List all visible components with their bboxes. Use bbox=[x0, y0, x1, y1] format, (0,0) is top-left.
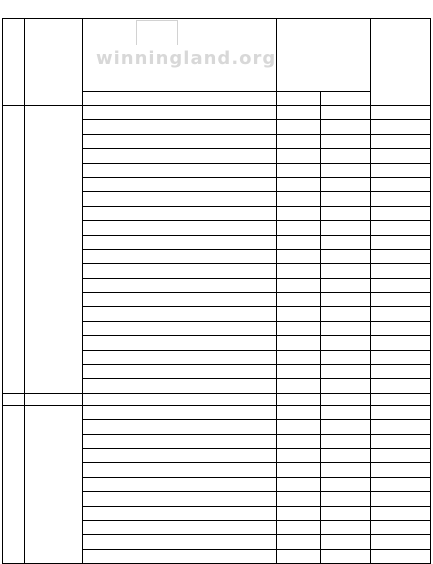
rate-b-value bbox=[321, 463, 371, 477]
rate-b-value bbox=[321, 448, 371, 462]
remark-value bbox=[371, 420, 431, 434]
rate-a-value bbox=[277, 549, 321, 563]
rate-a-value bbox=[277, 192, 321, 206]
group-heading bbox=[83, 106, 277, 120]
empty-cell bbox=[321, 393, 371, 405]
empty-cell bbox=[277, 405, 321, 419]
group-heading bbox=[83, 405, 277, 419]
rate-a-value bbox=[277, 448, 321, 462]
rate-b-value bbox=[321, 134, 371, 148]
col-remark-header bbox=[371, 19, 431, 106]
remark-value bbox=[371, 293, 431, 307]
remark-value bbox=[371, 477, 431, 491]
section-number bbox=[3, 405, 25, 563]
group-heading bbox=[83, 350, 277, 364]
empty-cell bbox=[321, 264, 371, 278]
rate-b-value bbox=[321, 192, 371, 206]
empty-cell bbox=[277, 535, 321, 549]
rate-a-value bbox=[277, 434, 321, 448]
street-name bbox=[83, 221, 277, 235]
empty-cell bbox=[371, 535, 431, 549]
rate-a-value bbox=[277, 235, 321, 249]
street-name bbox=[83, 120, 277, 134]
section-township bbox=[25, 405, 83, 563]
rate-b-value bbox=[321, 379, 371, 393]
group-heading-row bbox=[3, 405, 431, 419]
empty-cell bbox=[277, 106, 321, 120]
rate-b-value bbox=[321, 492, 371, 506]
group-heading bbox=[83, 535, 277, 549]
street-name bbox=[83, 206, 277, 220]
remark-value bbox=[371, 549, 431, 563]
street-name bbox=[83, 506, 277, 520]
street-name bbox=[83, 420, 277, 434]
street-name bbox=[83, 149, 277, 163]
remark-value bbox=[371, 120, 431, 134]
rate-a-value bbox=[277, 249, 321, 263]
remark-value bbox=[371, 163, 431, 177]
col-street-header bbox=[83, 19, 277, 92]
col-township-header bbox=[25, 19, 83, 106]
remark-value bbox=[371, 463, 431, 477]
group-heading-row bbox=[3, 106, 431, 120]
remark-value bbox=[371, 336, 431, 350]
rate-a-value bbox=[277, 293, 321, 307]
rate-a-value bbox=[277, 163, 321, 177]
empty-cell bbox=[371, 393, 431, 405]
empty-cell bbox=[321, 350, 371, 364]
rate-a-value bbox=[277, 149, 321, 163]
rate-b-value bbox=[321, 278, 371, 292]
empty-cell bbox=[25, 393, 83, 405]
rate-b-value bbox=[321, 249, 371, 263]
remark-value bbox=[371, 321, 431, 335]
rate-a-value bbox=[277, 336, 321, 350]
empty-cell bbox=[3, 393, 25, 405]
street-name bbox=[83, 448, 277, 462]
street-name bbox=[83, 492, 277, 506]
rate-b-value bbox=[321, 149, 371, 163]
rate-b-value bbox=[321, 365, 371, 379]
remark-value bbox=[371, 448, 431, 462]
section-spacer-row bbox=[3, 393, 431, 405]
street-name bbox=[83, 307, 277, 321]
title-line bbox=[4, 2, 429, 16]
rate-b-value bbox=[321, 235, 371, 249]
empty-cell bbox=[321, 106, 371, 120]
remark-value bbox=[371, 221, 431, 235]
remark-value bbox=[371, 177, 431, 191]
rate-b-value bbox=[321, 163, 371, 177]
empty-cell bbox=[321, 405, 371, 419]
street-name bbox=[83, 293, 277, 307]
rate-a-value bbox=[277, 120, 321, 134]
street-name bbox=[83, 520, 277, 534]
col-no-header bbox=[3, 19, 25, 106]
street-name bbox=[83, 235, 277, 249]
remark-value bbox=[371, 492, 431, 506]
remark-value bbox=[371, 278, 431, 292]
street-name bbox=[83, 192, 277, 206]
rate-a-value bbox=[277, 221, 321, 235]
empty-cell bbox=[371, 350, 431, 364]
empty-cell bbox=[83, 393, 277, 405]
street-name bbox=[83, 549, 277, 563]
street-name bbox=[83, 477, 277, 491]
remark-value bbox=[371, 192, 431, 206]
rate-b-value bbox=[321, 420, 371, 434]
rate-a-value bbox=[277, 420, 321, 434]
rate-b-value bbox=[321, 120, 371, 134]
street-name bbox=[83, 463, 277, 477]
street-name bbox=[83, 365, 277, 379]
rate-a-value bbox=[277, 321, 321, 335]
street-name bbox=[83, 177, 277, 191]
empty-cell bbox=[371, 264, 431, 278]
section-number bbox=[3, 106, 25, 394]
remark-value bbox=[371, 365, 431, 379]
empty-cell bbox=[371, 405, 431, 419]
rate-a-value bbox=[277, 379, 321, 393]
remark-value bbox=[371, 235, 431, 249]
street-name bbox=[83, 249, 277, 263]
table-body bbox=[3, 106, 431, 564]
rate-b-value bbox=[321, 206, 371, 220]
rate-b-value bbox=[321, 434, 371, 448]
rate-b-value bbox=[321, 177, 371, 191]
remark-value bbox=[371, 149, 431, 163]
rate-b-value bbox=[321, 336, 371, 350]
rate-b-value bbox=[321, 293, 371, 307]
street-name bbox=[83, 434, 277, 448]
empty-cell bbox=[321, 535, 371, 549]
empty-cell bbox=[277, 393, 321, 405]
rate-b-value bbox=[321, 307, 371, 321]
remark-value bbox=[371, 249, 431, 263]
remark-value bbox=[371, 379, 431, 393]
col-rate-b-header bbox=[321, 92, 371, 106]
col-unit-header bbox=[83, 92, 277, 106]
rate-a-value bbox=[277, 134, 321, 148]
remark-value bbox=[371, 206, 431, 220]
col-rate-a-header bbox=[277, 92, 321, 106]
empty-cell bbox=[277, 264, 321, 278]
col-rate-period-header bbox=[277, 19, 371, 92]
street-name bbox=[83, 321, 277, 335]
rate-b-value bbox=[321, 477, 371, 491]
rate-a-value bbox=[277, 206, 321, 220]
street-name bbox=[83, 134, 277, 148]
remark-value bbox=[371, 520, 431, 534]
rate-a-value bbox=[277, 506, 321, 520]
watermark-text: winningland.org bbox=[96, 48, 277, 69]
section-township bbox=[25, 106, 83, 394]
remark-value bbox=[371, 506, 431, 520]
remark-value bbox=[371, 434, 431, 448]
rate-b-value bbox=[321, 221, 371, 235]
street-name bbox=[83, 163, 277, 177]
rate-a-value bbox=[277, 520, 321, 534]
rate-b-value bbox=[321, 321, 371, 335]
rate-a-value bbox=[277, 463, 321, 477]
rate-a-value bbox=[277, 365, 321, 379]
remark-value bbox=[371, 307, 431, 321]
group-heading bbox=[83, 264, 277, 278]
street-name bbox=[83, 278, 277, 292]
rate-a-value bbox=[277, 492, 321, 506]
rate-a-value bbox=[277, 307, 321, 321]
rate-b-value bbox=[321, 506, 371, 520]
rate-a-value bbox=[277, 278, 321, 292]
street-name bbox=[83, 336, 277, 350]
empty-cell bbox=[277, 350, 321, 364]
remark-value bbox=[371, 134, 431, 148]
rate-a-value bbox=[277, 177, 321, 191]
rate-b-value bbox=[321, 520, 371, 534]
street-name bbox=[83, 379, 277, 393]
rate-b-value bbox=[321, 549, 371, 563]
empty-cell bbox=[371, 106, 431, 120]
rate-a-value bbox=[277, 477, 321, 491]
rate-table bbox=[2, 18, 431, 564]
